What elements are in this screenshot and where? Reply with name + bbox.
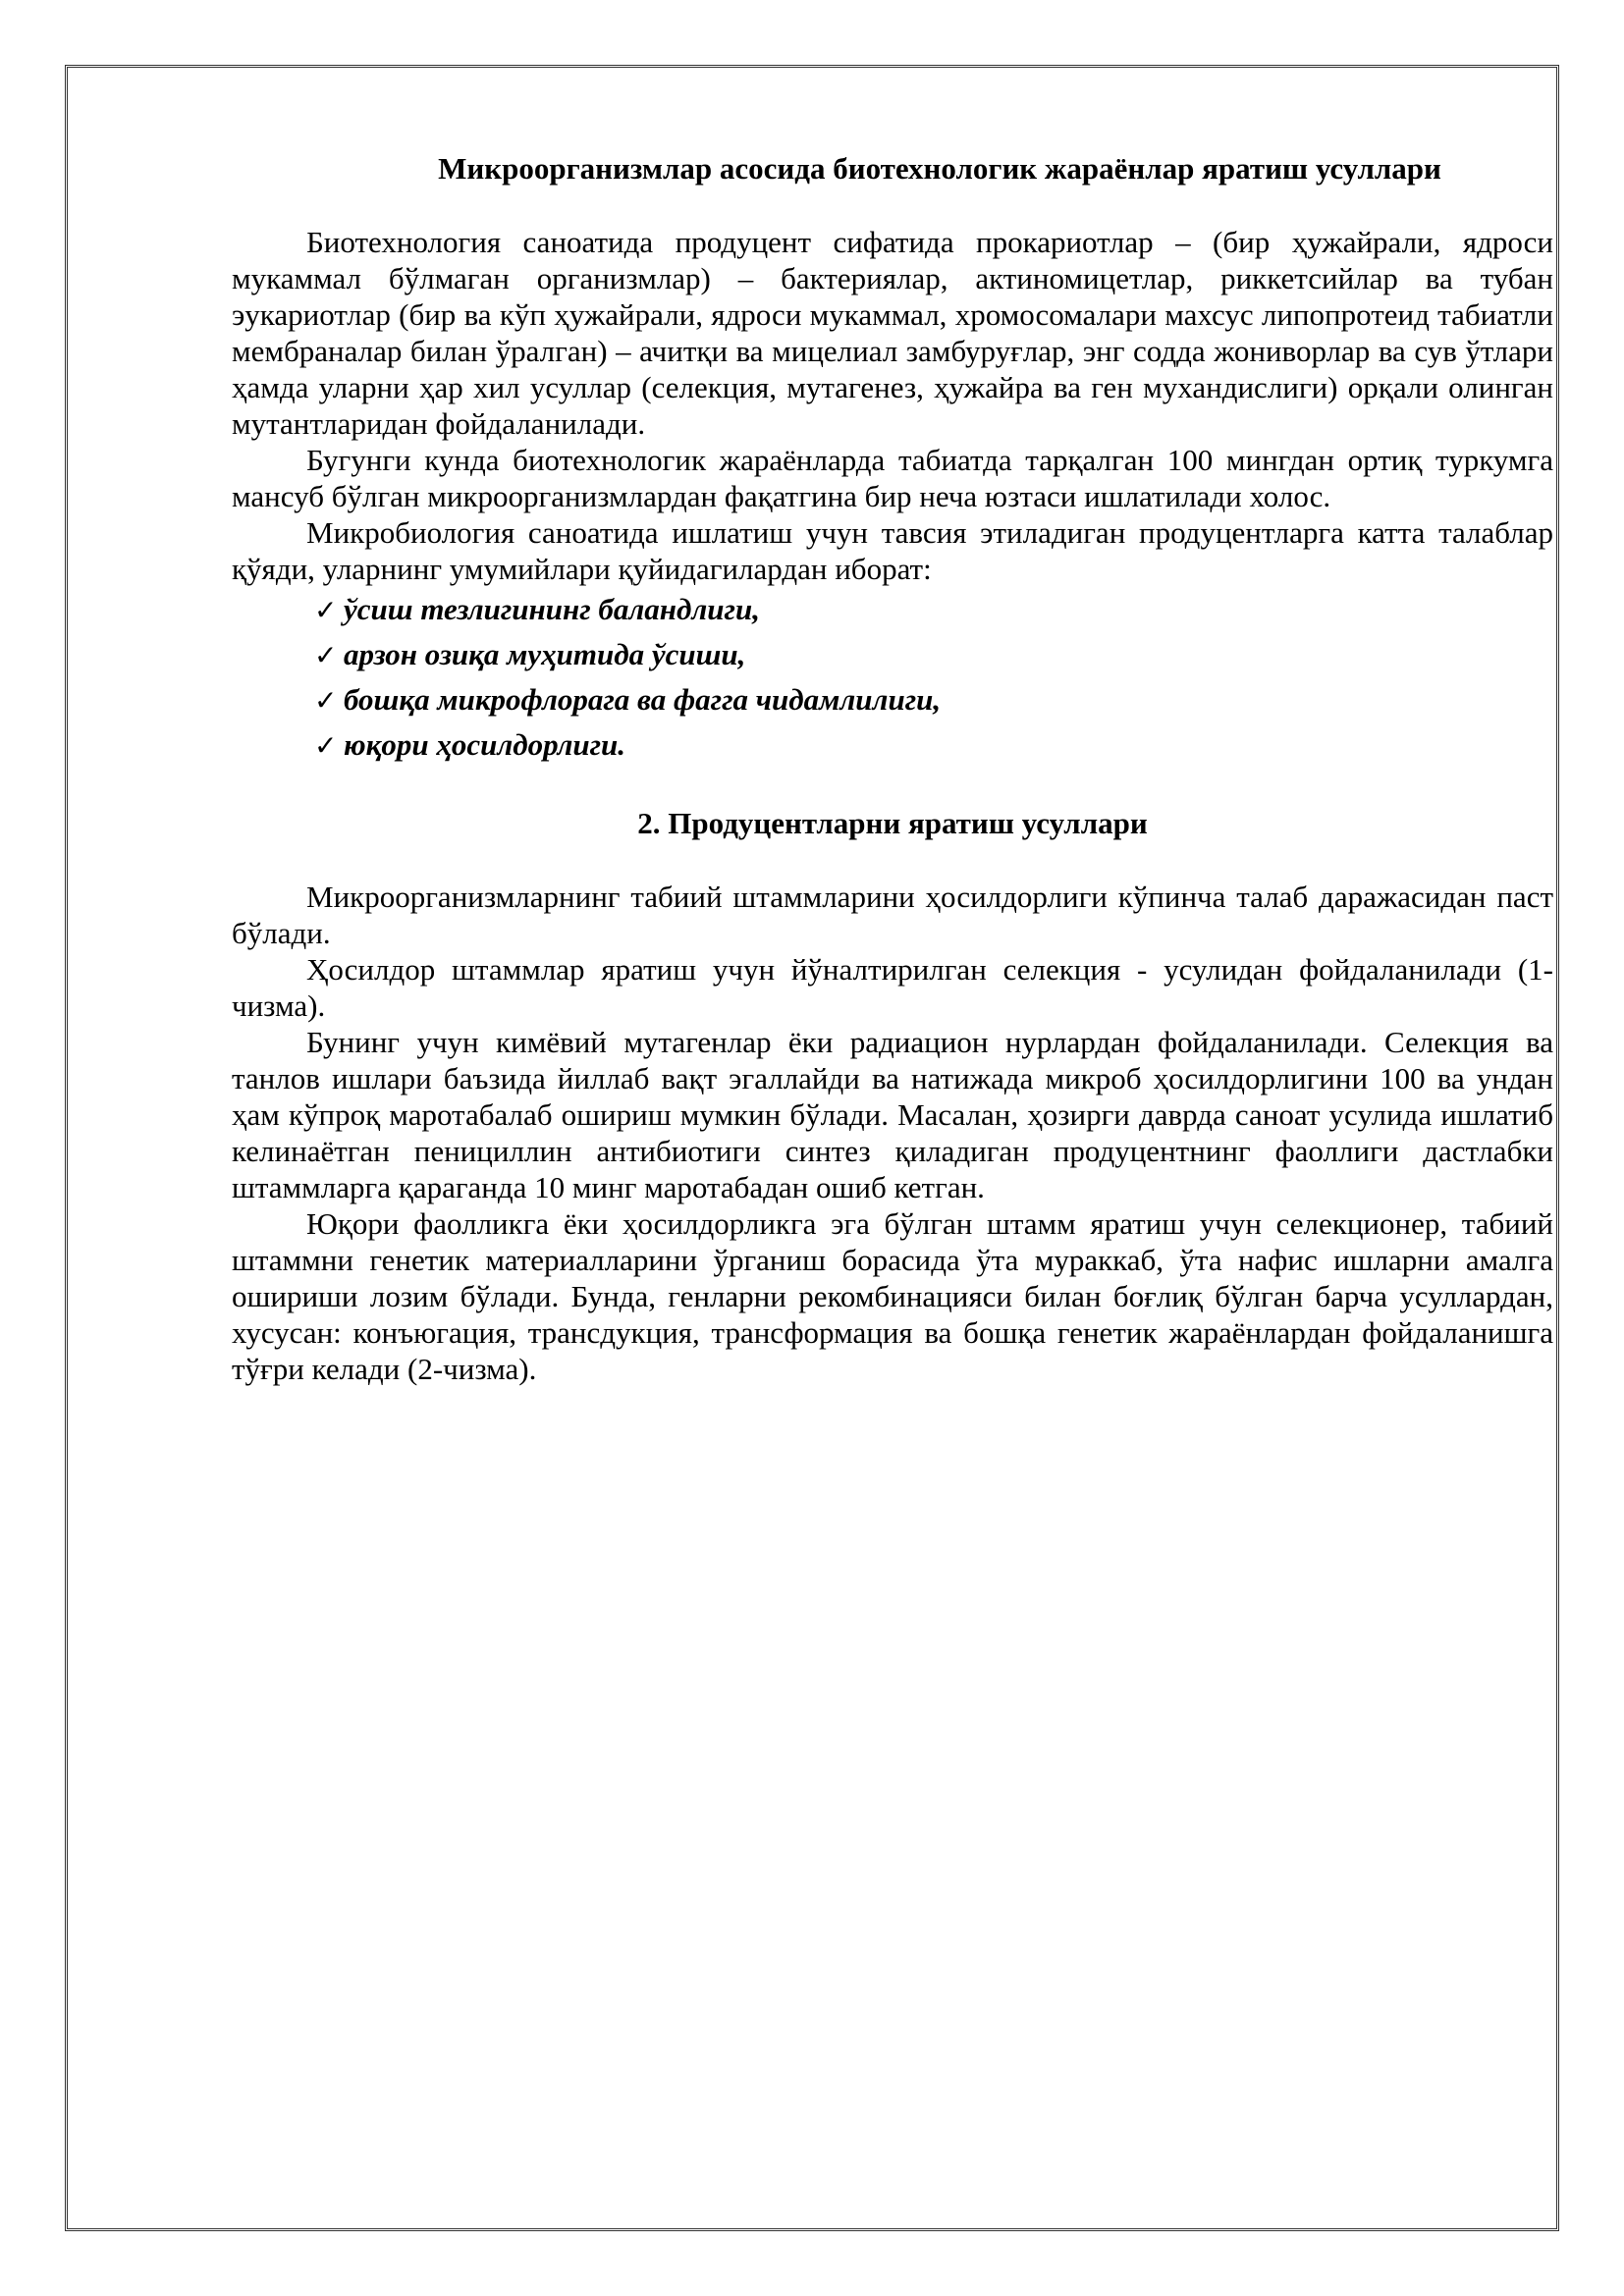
checkmark-icon: ✓ bbox=[314, 729, 338, 762]
intro-paragraph-1: Биотехнология саноатида продуцент сифатида прокариотлар – (бир ҳужайрали, ядроси мукаммал бўлмаган организмлар) – бактериялар, актиномицетлар, риккетсийлар ва тубан эукариотлар (бир ва кўп ҳужайрали, ядроси мукаммал, хромосомалари махсус липопротеид табиатли мембраналар билан ўралган) – ачитқи ва мицелиал замбуруғлар, энг содда жониворлар ва сув ўтлари ҳамда уларни ҳар хил усуллар (селекция, мутагенез, ҳужайра ва ген мухандислиги) орқали олинган мутантларидан фойдаланилади. bbox=[232, 225, 1553, 441]
requirement-text: ўсиш тезлигининг баландлиги, bbox=[344, 592, 760, 626]
checkmark-icon: ✓ bbox=[314, 639, 338, 671]
requirements-list bbox=[232, 587, 1553, 768]
intro-paragraph-2: Бугунги кунда биотехнологик жараёнларда табиатда тарқалган 100 мингдан ортиқ туркумга мансуб бўлган микроорганизмлардан фақатгина бир неча юзтаси ишлатилади холос. bbox=[232, 443, 1553, 513]
requirement-text: бошқа микрофлорага ва фагга чидамлилиги, bbox=[344, 682, 942, 717]
intro-paragraph-3: Микробиология саноатида ишлатиш учун тавсия этиладиган продуцентларга катта талаблар қўяди, уларнинг умумийлари қуйидагилардан иборат: bbox=[232, 515, 1553, 586]
document-body bbox=[232, 150, 1553, 1387]
requirement-item bbox=[314, 722, 1553, 768]
requirement-item bbox=[314, 632, 1553, 677]
requirement-text: арзон озиқа муҳитида ўсиши, bbox=[344, 637, 746, 671]
requirement-item bbox=[314, 677, 1553, 722]
section-paragraph-2: Ҳосилдор штаммлар яратиш учун йўналтирилган селекция - усулидан фойдаланилади (1-чизма). bbox=[232, 952, 1553, 1023]
section-paragraph-1: Микроорганизмларнинг табиий штаммларини ҳосилдорлиги кўпинча талаб даражасидан паст бўлади. bbox=[232, 880, 1553, 950]
checkmark-icon: ✓ bbox=[314, 684, 338, 717]
checkmark-icon: ✓ bbox=[314, 594, 338, 626]
section-heading: 2. Продуцентларни яратиш усуллари bbox=[637, 806, 1148, 840]
section-paragraph-3: Бунинг учун кимёвий мутагенлар ёки радиацион нурлардан фойдаланилади. Селекция ва танлов ишлари баъзида йиллаб вақт эгаллайди ва натижада микроб ҳосилдорлигини 100 ва ундан ҳам кўпроқ маротабалаб ошириш мумкин бўлади. Масалан, ҳозирги даврда саноат усулида ишлатиб келинаётган пенициллин антибиотиги синтез қиладиган продуцентнинг фаоллиги дастлабки штаммларга қараганда 10 минг маротабадан ошиб кетган. bbox=[232, 1025, 1553, 1204]
document-title: Микроорганизмлар асосида биотехнологик жараёнлар яратиш усуллари bbox=[438, 151, 1441, 186]
requirement-text: юқори ҳосилдорлиги. bbox=[344, 727, 626, 762]
section-paragraph-4: Юқори фаолликга ёки ҳосилдорликга эга бўлган штамм яратиш учун селекционер, табиий штаммни генетик материалларини ўрганиш борасида ўта мураккаб, ўта нафис ишларни амалга ошириши лозим бўлади. Бунда, генларни рекомбинацияси билан боғлиқ бўлган барча усуллардан, хусусан: конъюгация, трансдукция, трансформация ва бошқа генетик жараёнлардан фойдаланишга тўғри келади (2-чизма). bbox=[232, 1206, 1553, 1386]
requirement-item bbox=[314, 587, 1553, 632]
